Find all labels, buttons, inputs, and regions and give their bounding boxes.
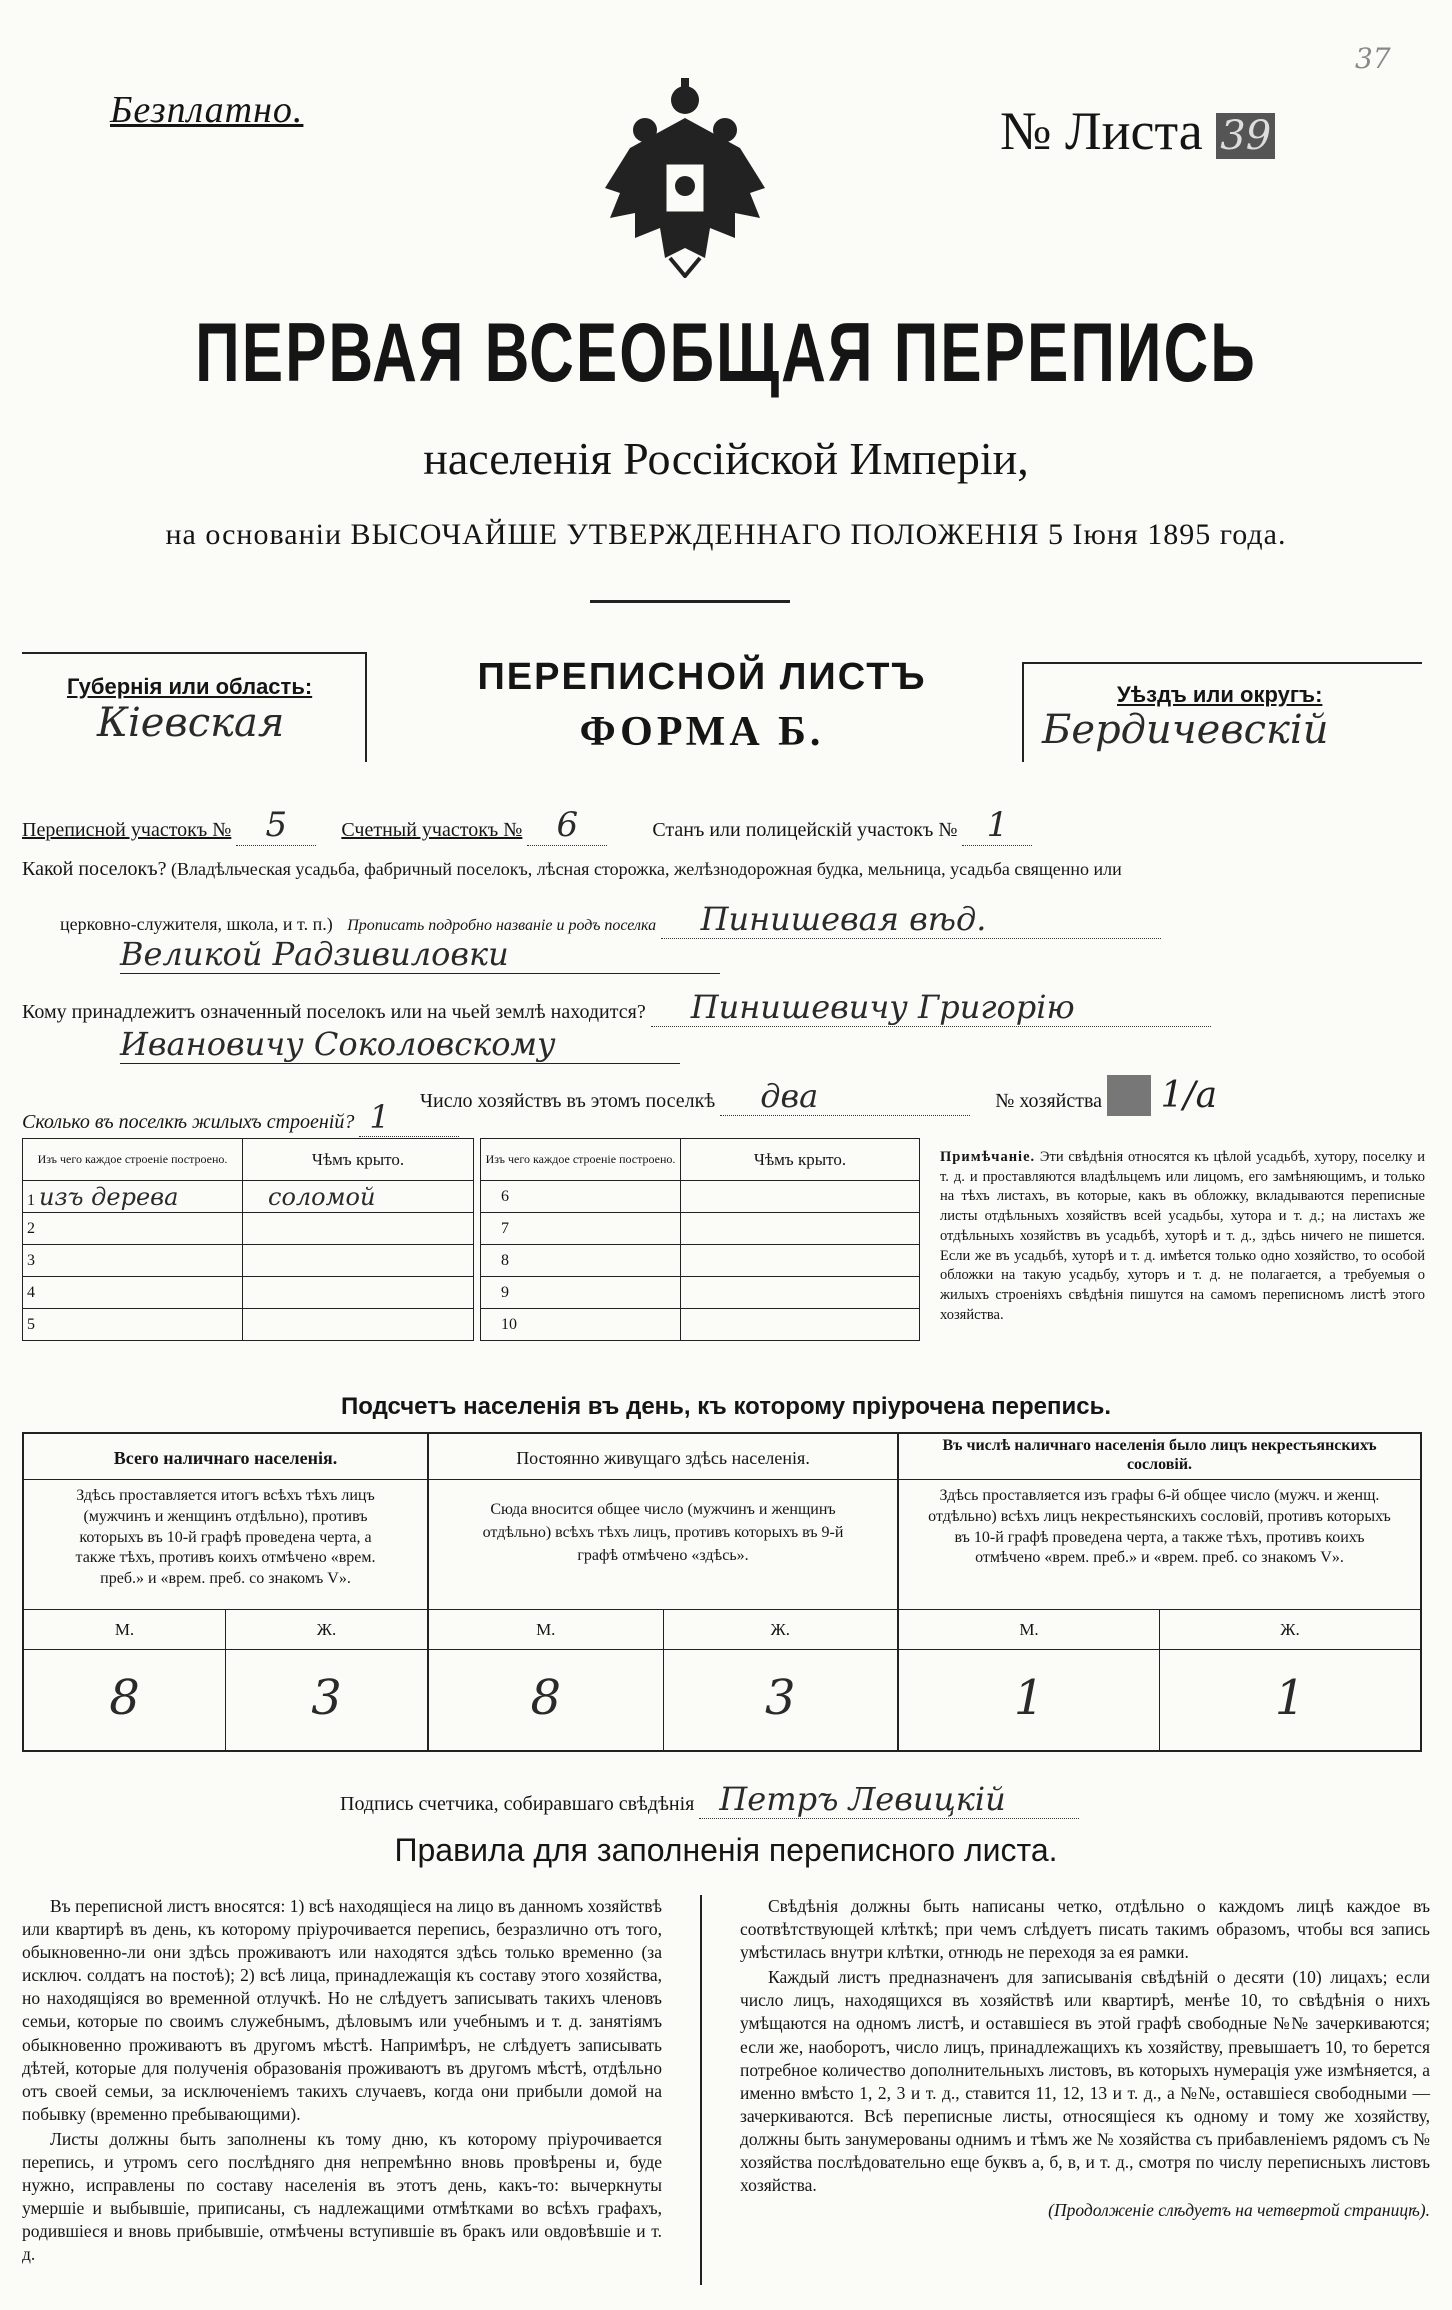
dwellings-label: Сколько въ поселкѣ жилыхъ строеній?: [22, 1111, 355, 1133]
female-header: Ж.: [1280, 1620, 1300, 1639]
double-headed-eagle-emblem: [590, 78, 780, 278]
note-title: Примѣчаніе.: [940, 1149, 1036, 1165]
row-number: 6: [501, 1187, 509, 1205]
stan-value: 1: [962, 805, 1032, 846]
count-col3-head: Въ числѣ наличнаго населенія было лицъ некрестьянскихъ сословій.: [899, 1434, 1420, 1480]
male-value: 1: [899, 1650, 1160, 1750]
sheet-number-value: 39: [1216, 113, 1275, 159]
household-no-label: № хозяйства: [995, 1090, 1103, 1112]
count-mf-row: [899, 1610, 1420, 1650]
rules-divider: [700, 1895, 702, 2285]
buildings-table-left: [22, 1138, 474, 1341]
settlement-value-1: Пинишевая вѣд.: [661, 900, 1161, 939]
row-number: 4: [27, 1283, 35, 1301]
count-col-1: [24, 1434, 429, 1750]
settlement-hint: (Владѣльческая усадьба, фабричный поселокъ, лѣсная сторожка, желѣзнодорожная будка, мельница, усадьба священно или: [170, 859, 1122, 879]
households-line: [420, 1075, 1420, 1116]
building-row: [23, 1213, 243, 1245]
basis-line: на основаніи ВЫСОЧАЙШЕ УТВЕРЖДЕННАГО ПОЛОЖЕНІЯ 5 Іюня 1895 года.: [165, 518, 1287, 551]
building-row: [481, 1245, 681, 1277]
female-value: 1: [1274, 1670, 1306, 1726]
sheet-label: № Листа: [1000, 101, 1203, 161]
roof-value: соломой: [243, 1181, 474, 1213]
count-mf-row: [429, 1610, 897, 1650]
signature-label: Подпись счетчика, собиравшаго свѣдѣнія: [340, 1793, 695, 1815]
female-value: 3: [311, 1670, 342, 1726]
building-row: [23, 1245, 243, 1277]
col-built-header: Изъ чего каждое строеніе построено.: [481, 1139, 681, 1181]
male-value: 8: [24, 1650, 226, 1750]
rules-right-para-2: Каждый листъ предназначенъ для записыванія свѣдѣній о десяти (10) лицахъ; если число лицъ, находящихся въ хозяйствѣ или квартирѣ, менѣе 10, то свѣдѣнія о нихъ умѣщаются на одномъ листѣ, и оставшіеся въ этой графѣ свободные №№ зачеркиваются; если же, наоборотъ, число лицъ, принадлежащихъ къ хозяйству, превышаетъ 10, то берется потребное количество дополнительныхъ листовъ, въ которыхъ нумерація уже измѣняется, а именно вмѣсто 1, 2, 3 и т. д., ставится 11, 12, 13 и т. д., а №№, оставшіеся свободными — зачеркиваются. Всѣ переписные листы, относящіеся къ одному и тому же хозяйству, должны быть занумерованы однимъ и тѣмъ же № хозяйства съ прибавленіемъ рядомъ съ № хозяйства послѣдовательно еще буквъ а, б, в, и т. д., смотря по числу переписныхъ листовъ хозяйства.: [740, 1967, 1430, 2196]
guberniya-label: Губернія или область:: [67, 674, 313, 699]
building-row: [481, 1181, 681, 1213]
roof-cell: [681, 1277, 920, 1309]
col-built-header: Изъ чего каждое строеніе построено.: [23, 1139, 243, 1181]
col-roof-header: Чѣмъ крыто.: [681, 1139, 920, 1181]
building-row: [23, 1181, 243, 1213]
count-col1-head: Всего наличнаго населенія.: [24, 1434, 427, 1480]
row-number: 10: [501, 1315, 517, 1333]
count-col2-head: Постоянно живущаго здѣсь населенія.: [429, 1434, 897, 1480]
signature-value: Петръ Левицкій: [699, 1780, 1079, 1819]
count-title: Подсчетъ населенія въ день, къ которому пріурочена перепись.: [341, 1393, 1111, 1420]
count-col3-text: Здѣсь проставляется изъ графы 6-й общее число (мужч. и женщ. отдѣльно) всѣхъ лицъ некрестьянскихъ сословій, противъ которыхъ въ 10-й графѣ проведена черта, а также тѣхъ, противъ коихъ отмѣчено «врем. преб.» и «врем. преб. со знакомъ V».: [899, 1480, 1420, 1610]
count-table: [22, 1432, 1422, 1752]
row-number: 1: [27, 1191, 35, 1209]
roof-cell: [681, 1309, 920, 1341]
buildings-table-right: [480, 1138, 920, 1341]
uezd-value: Бердичевскій: [1042, 707, 1329, 753]
settlement-hint2: церковно-служителя, школа, и т. п.): [60, 914, 333, 934]
owner-line: [22, 988, 1422, 1027]
rules-left-column: [22, 1895, 662, 2269]
subtitle: населенія Россійской Имперіи,: [423, 433, 1029, 484]
buildings-note: [940, 1148, 1425, 1325]
male-header: М.: [429, 1610, 664, 1649]
rules-continuation: (Продолженіе слѣдуетъ на четвертой страницѣ).: [1048, 2200, 1430, 2221]
roof-cell: [681, 1245, 920, 1277]
owner-value-2: Ивановичу Соколовскому: [120, 1025, 680, 1064]
male-value: 8: [429, 1650, 664, 1750]
uezd-label: Уѣздъ или округъ:: [1117, 682, 1323, 707]
form-header-box: [22, 652, 1422, 762]
sheet-number-label: [1000, 100, 1275, 162]
female-header: Ж.: [316, 1620, 337, 1639]
settlement-line2: [60, 900, 1420, 939]
count-values-row: [899, 1650, 1420, 1750]
row-number: 8: [501, 1251, 509, 1269]
count-col-3: [899, 1434, 1420, 1750]
building-row: [23, 1309, 243, 1341]
count-col2-text: Сюда вносится общее число (мужчинъ и женщинъ отдѣльно) всѣхъ тѣхъ лицъ, противъ которыхъ въ 9-й графѣ отмѣчено «здѣсь».: [429, 1480, 897, 1610]
corner-sheet-number: 37: [1355, 42, 1391, 75]
form-center-title: ПЕРЕПИСНОЙ ЛИСТЪ: [477, 656, 927, 698]
roof-cell: [243, 1277, 474, 1309]
building-row: [481, 1213, 681, 1245]
count-mf-row: [24, 1610, 427, 1650]
settlement-value-2: Великой Радзивиловки: [120, 935, 720, 974]
count-values-row: [24, 1650, 427, 1750]
female-header: Ж.: [770, 1620, 790, 1639]
roof-cell: [243, 1245, 474, 1277]
dwellings-line: [22, 1098, 459, 1137]
title-rule: [590, 600, 790, 603]
count-values-row: [429, 1650, 897, 1750]
free-label: Безплатно.: [110, 89, 304, 131]
building-row: [481, 1277, 681, 1309]
districts-line: [22, 805, 1422, 846]
building-row: [481, 1309, 681, 1341]
rules-left-para-1: Въ переписной листъ вносятся: 1) всѣ находящіеся на лицо въ данномъ хозяйствѣ или квартирѣ въ день, къ которому пріурочивается перепись, безразлично отъ того, обыкновенно-ли они здѣсь проживаютъ или находятся здѣсь только временно (за исключ. солдатъ на постоѣ); 2) всѣ лица, принадлежащія къ составу этого хозяйства, но находящіяся во временной отлучкѣ. Но не слѣдуетъ записывать такихъ членовъ семьи, которые по своимъ служебнымъ, дѣловымъ или учебнымъ и т. д. занятіямъ обыкновенно проживаютъ въ другомъ мѣстѣ. Напримѣръ, не слѣдуетъ записывать дѣтей, которые для полученія образованія проживаютъ въ другомъ мѣстѣ, отдѣльно отъ своей семьи, за исключеніемъ такихъ случаевъ, когда они прибыли домой на побывку (временно пребывающими).: [22, 1896, 662, 2124]
row-number: 5: [27, 1315, 35, 1333]
owner-value-1: Пинишевичу Григорію: [651, 988, 1211, 1027]
count-col-2: [429, 1434, 899, 1750]
dwellings-value: 1: [359, 1098, 459, 1137]
settlement-q-label: Какой поселокъ?: [22, 858, 167, 880]
col-roof-header: Чѣмъ крыто.: [243, 1139, 474, 1181]
main-title: ПЕРВАЯ ВСЕОБЩАЯ ПЕРЕПИСЬ: [195, 306, 1257, 401]
settlement-question: [22, 858, 1422, 881]
household-no-value: 1/а: [1107, 1075, 1217, 1116]
row-number: 9: [501, 1283, 509, 1301]
count-district-label: Счетный участокъ №: [341, 819, 523, 841]
count-col1-text: Здѣсь проставляется итогъ всѣхъ тѣхъ лицъ (мужчинъ и женщинъ отдѣльно), противъ которыхъ въ 10-й графѣ проведена черта, а также тѣхъ, противъ коихъ отмѣчено «врем. преб.» и «врем. преб. со знакомъ V».: [24, 1480, 427, 1610]
male-header: М.: [899, 1610, 1160, 1649]
roof-cell: [681, 1213, 920, 1245]
signature-line: [340, 1780, 1340, 1819]
rules-left-para-2: Листы должны быть заполнены къ тому дню, къ которому пріурочивается перепись, и утромъ сего послѣдняго дня непремѣнно вновь провѣрены и, буде нужно, исправлены по составу населенія въ этотъ день, какъ-то: вычеркнуты умершіе и выбывшіе, приписаны, съ надлежащими отмѣтками во всѣхъ графахъ, родившіеся и вновь прибывшіе, отмѣчены вступившіе въ бракъ или овдовѣвшіе и т. д.: [22, 2128, 662, 2265]
roof-cell: [243, 1213, 474, 1245]
roof-cell: [681, 1181, 920, 1213]
female-value: 3: [764, 1670, 796, 1726]
form-center-form: ФОРМА Б.: [579, 709, 825, 755]
owner-question: Кому принадлежитъ означенный поселокъ или на чьей землѣ находится?: [22, 1001, 646, 1023]
roof-cell: [243, 1309, 474, 1341]
rules-title: Правила для заполненія переписного листа.: [394, 1832, 1058, 1868]
stan-label: Станъ или полицейскій участокъ №: [652, 819, 958, 841]
rules-right-column: [740, 1895, 1430, 2224]
census-district-value: 5: [236, 805, 316, 846]
guberniya-value: Кіевская: [97, 700, 285, 746]
note-text: Эти свѣдѣнія относятся къ цѣлой усадьбѣ, хутору, поселку и т. д. и проставляются владѣльцемъ или лицомъ, его замѣняющимъ, и только на тѣхъ листахъ, въ которые, какъ въ обложку, вкладываются переписные листы отдѣльныхъ хозяйствъ всей усадьбы, хутора и т. д.; на листахъ же отдѣльныхъ хозяйствъ въ усадьбѣ, хуторѣ и т. д., здѣсь ничего не пишется. Если же въ усадьбѣ, хуторѣ и т. д. имѣется только одно хозяйство, то особой обложки на такую усадьбу, хуторъ и т. д. не полагается, а требуемыя о жилыхъ строеніяхъ свѣдѣнія пишутся на самомъ переписномъ листѣ этого хозяйства.: [940, 1149, 1425, 1323]
households-label: Число хозяйствъ въ этомъ поселкѣ: [420, 1090, 716, 1112]
census-district-label: Переписной участокъ №: [22, 819, 232, 841]
row-number: 2: [27, 1219, 35, 1237]
row-number: 7: [501, 1219, 509, 1237]
row-number: 3: [27, 1251, 35, 1269]
male-header: М.: [24, 1610, 226, 1649]
building-row: [23, 1277, 243, 1309]
households-value: два: [720, 1077, 970, 1116]
count-district-value: 6: [527, 805, 607, 846]
rules-right-para-1: Свѣдѣнія должны быть написаны четко, отдѣльно о каждомъ лицѣ каждое въ соотвѣтствующей клѣткѣ; при чемъ слѣдуетъ писать такимъ образомъ, чтобы вся запись умѣстилась внутри клѣтки, отнюдь не переходя за ея рамки.: [740, 1896, 1430, 1963]
built-value: изъ дерева: [39, 1182, 179, 1211]
settlement-instruction: Прописать подробно названіе и родъ поселка: [347, 917, 657, 934]
